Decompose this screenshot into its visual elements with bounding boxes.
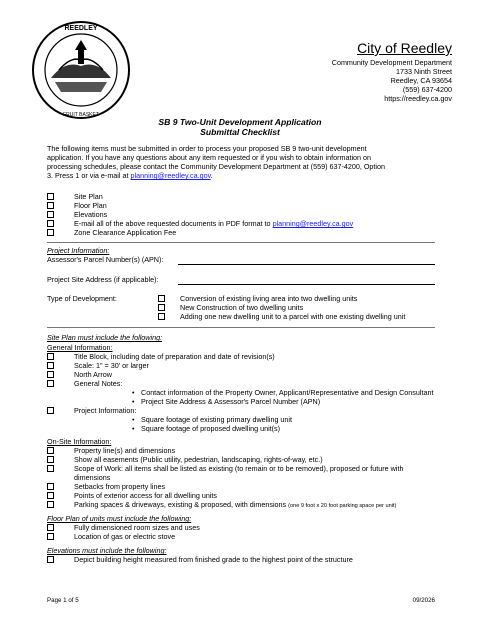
item-scope-of-work-cont: dimensions (74, 473, 111, 482)
item-room-sizes: Fully dimensioned room sizes and uses (74, 523, 200, 532)
development-type-label: Type of Development: (47, 294, 117, 303)
item-parking-note: (one 9 foot x 20 foot parking space per unit) (288, 503, 397, 509)
bullet-existing-sqft: • Square footage of existing primary dwelling unit (141, 415, 292, 424)
checkbox-title-block[interactable] (47, 353, 54, 360)
type-new-construction: New Construction of two dwelling units (180, 303, 304, 312)
checkbox-scale[interactable] (47, 362, 54, 369)
item-project-information: Project Information: (74, 406, 137, 415)
svg-text:REEDLEY: REEDLEY (64, 25, 98, 32)
phone-number: (559) 637-4200 (402, 85, 452, 94)
item-building-height: Depict building height measured from finished grade to the highest point of the structure (74, 555, 353, 564)
item-parking-text: Parking spaces & driveways, existing & proposed, with dimensions (74, 500, 289, 509)
city-seal (31, 20, 131, 120)
item-scope-of-work: Scope of Work: all items shall be listed as existing (to remain or to be removed), proposed or future with (74, 464, 404, 473)
intro-line-2: application. If you have any questions about any item requested or if you wish to obtain information on (47, 153, 372, 162)
apn-label: Assessor's Parcel Number(s) (APN): (47, 255, 164, 264)
item-email-text: E-mail all of the above requested documents in PDF format to (74, 219, 273, 228)
intro-line-4-text: 3. Press 1 or via e-mail at (47, 171, 131, 180)
checkbox-type-conversion[interactable] (158, 295, 165, 302)
item-north-arrow: North Arrow (74, 370, 112, 379)
onsite-info-heading: On-Site Information: (47, 437, 112, 446)
item-stove-location: Location of gas or electric stove (74, 532, 176, 541)
floor-plan-heading-text: Floor Plan of units must include the following (47, 514, 190, 523)
item-general-notes: General Notes: (74, 379, 123, 388)
checkbox-zone-fee[interactable] (47, 229, 54, 236)
type-conversion: Conversion of existing living area into two dwelling units (180, 294, 358, 303)
item-email-documents (74, 219, 353, 228)
checkbox-building-height[interactable] (47, 556, 54, 563)
item-site-plan: Site Plan (74, 192, 103, 201)
checkbox-type-adding-unit[interactable] (158, 313, 165, 320)
intro-line-4-end: . (210, 171, 213, 180)
floor-plan-heading: Floor Plan of units must include the following: (47, 514, 192, 523)
general-info-heading-text: General Information (47, 343, 111, 352)
city-state-zip: Reedley, CA 93654 (390, 76, 452, 85)
onsite-info-heading-text: On-Site Information (47, 437, 110, 446)
bullet-site-address-apn: • Project Site Address & Assessor's Parcel Number (APN) (141, 397, 320, 406)
divider-1 (47, 242, 435, 243)
elevations-heading-text: Elevations must include the following (47, 546, 165, 555)
checkbox-parking[interactable] (47, 501, 54, 508)
checkbox-project-information[interactable] (47, 407, 54, 414)
item-floor-plan: Floor Plan (74, 201, 107, 210)
street-address: 1733 Ninth Street (396, 67, 452, 76)
website[interactable]: https://reedley.ca.gov (384, 94, 452, 103)
item-email-link[interactable]: planning@reedley.ca.gov (272, 219, 354, 228)
checkbox-site-plan[interactable] (47, 193, 54, 200)
checkbox-setbacks[interactable] (47, 483, 54, 490)
checkbox-email-documents[interactable] (47, 220, 54, 227)
item-exterior-access: Points of exterior access for all dwelling units (74, 491, 218, 500)
document-title: SB 9 Two-Unit Development Application (158, 117, 322, 127)
checkbox-stove-location[interactable] (47, 533, 54, 540)
site-address-label: Project Site Address (if applicable): (47, 275, 159, 284)
bullet-proposed-sqft: • Square footage of proposed dwelling unit(s) (141, 424, 280, 433)
site-address-field[interactable] (178, 284, 435, 285)
elevations-heading: Elevations must include the following: (47, 546, 167, 555)
project-info-heading: Project Information: (47, 246, 110, 255)
bullet-contact-info: • Contact information of the Property Owner, Applicant/Representative and Design Consultant (141, 388, 433, 397)
item-setbacks: Setbacks from property lines (74, 482, 166, 491)
department-name: Community Development Department (331, 58, 452, 67)
checkbox-exterior-access[interactable] (47, 492, 54, 499)
checkbox-scope-of-work[interactable] (47, 465, 54, 472)
item-parking (74, 500, 396, 511)
type-adding-unit: Adding one new dwelling unit to a parcel with one existing dwelling unit (180, 312, 406, 321)
item-elevations: Elevations (74, 210, 108, 219)
item-zone-fee: Zone Clearance Application Fee (74, 228, 177, 237)
page-number: Page 1 of 5 (47, 597, 79, 604)
checkbox-floor-plan[interactable] (47, 202, 54, 209)
checkbox-type-new-construction[interactable] (158, 304, 165, 311)
intro-line-1: The following items must be submitted in order to process your proposed SB 9 two-unit development (47, 144, 367, 153)
city-name: City of Reedley (357, 40, 452, 56)
item-scale: Scale: 1" = 30' or larger (74, 361, 149, 370)
checkbox-north-arrow[interactable] (47, 371, 54, 378)
item-property-lines: Property line(s) and dimensions (74, 446, 176, 455)
document-subtitle: Submittal Checklist (200, 127, 280, 137)
svg-text:FRUIT BASKET: FRUIT BASKET (63, 112, 99, 118)
general-info-heading: General Information: (47, 343, 113, 352)
intro-email-link[interactable]: planning@reedley.ca.gov (130, 171, 211, 180)
project-info-heading-text: Project Information (47, 246, 108, 255)
checkbox-room-sizes[interactable] (47, 524, 54, 531)
revision-date: 09/2026 (412, 597, 435, 604)
item-easements: Show all easements (Public utility, pedestrian, landscaping, rights-of-way, etc.) (74, 455, 323, 464)
checkbox-property-lines[interactable] (47, 447, 54, 454)
site-plan-heading: Site Plan must include the following: (47, 333, 163, 342)
checkbox-easements[interactable] (47, 456, 54, 463)
item-title-block: Title Block, including date of preparation and date of revision(s) (74, 352, 275, 361)
intro-line-4 (47, 171, 213, 180)
divider-2 (47, 327, 435, 328)
checkbox-general-notes[interactable] (47, 380, 54, 387)
checkbox-elevations[interactable] (47, 211, 54, 218)
apn-field[interactable] (178, 264, 435, 265)
intro-line-3: processing schedules, please contact the Community Development Department at (559) 637-4200, Option (47, 162, 385, 171)
site-plan-heading-text: Site Plan must include the following (47, 333, 161, 342)
